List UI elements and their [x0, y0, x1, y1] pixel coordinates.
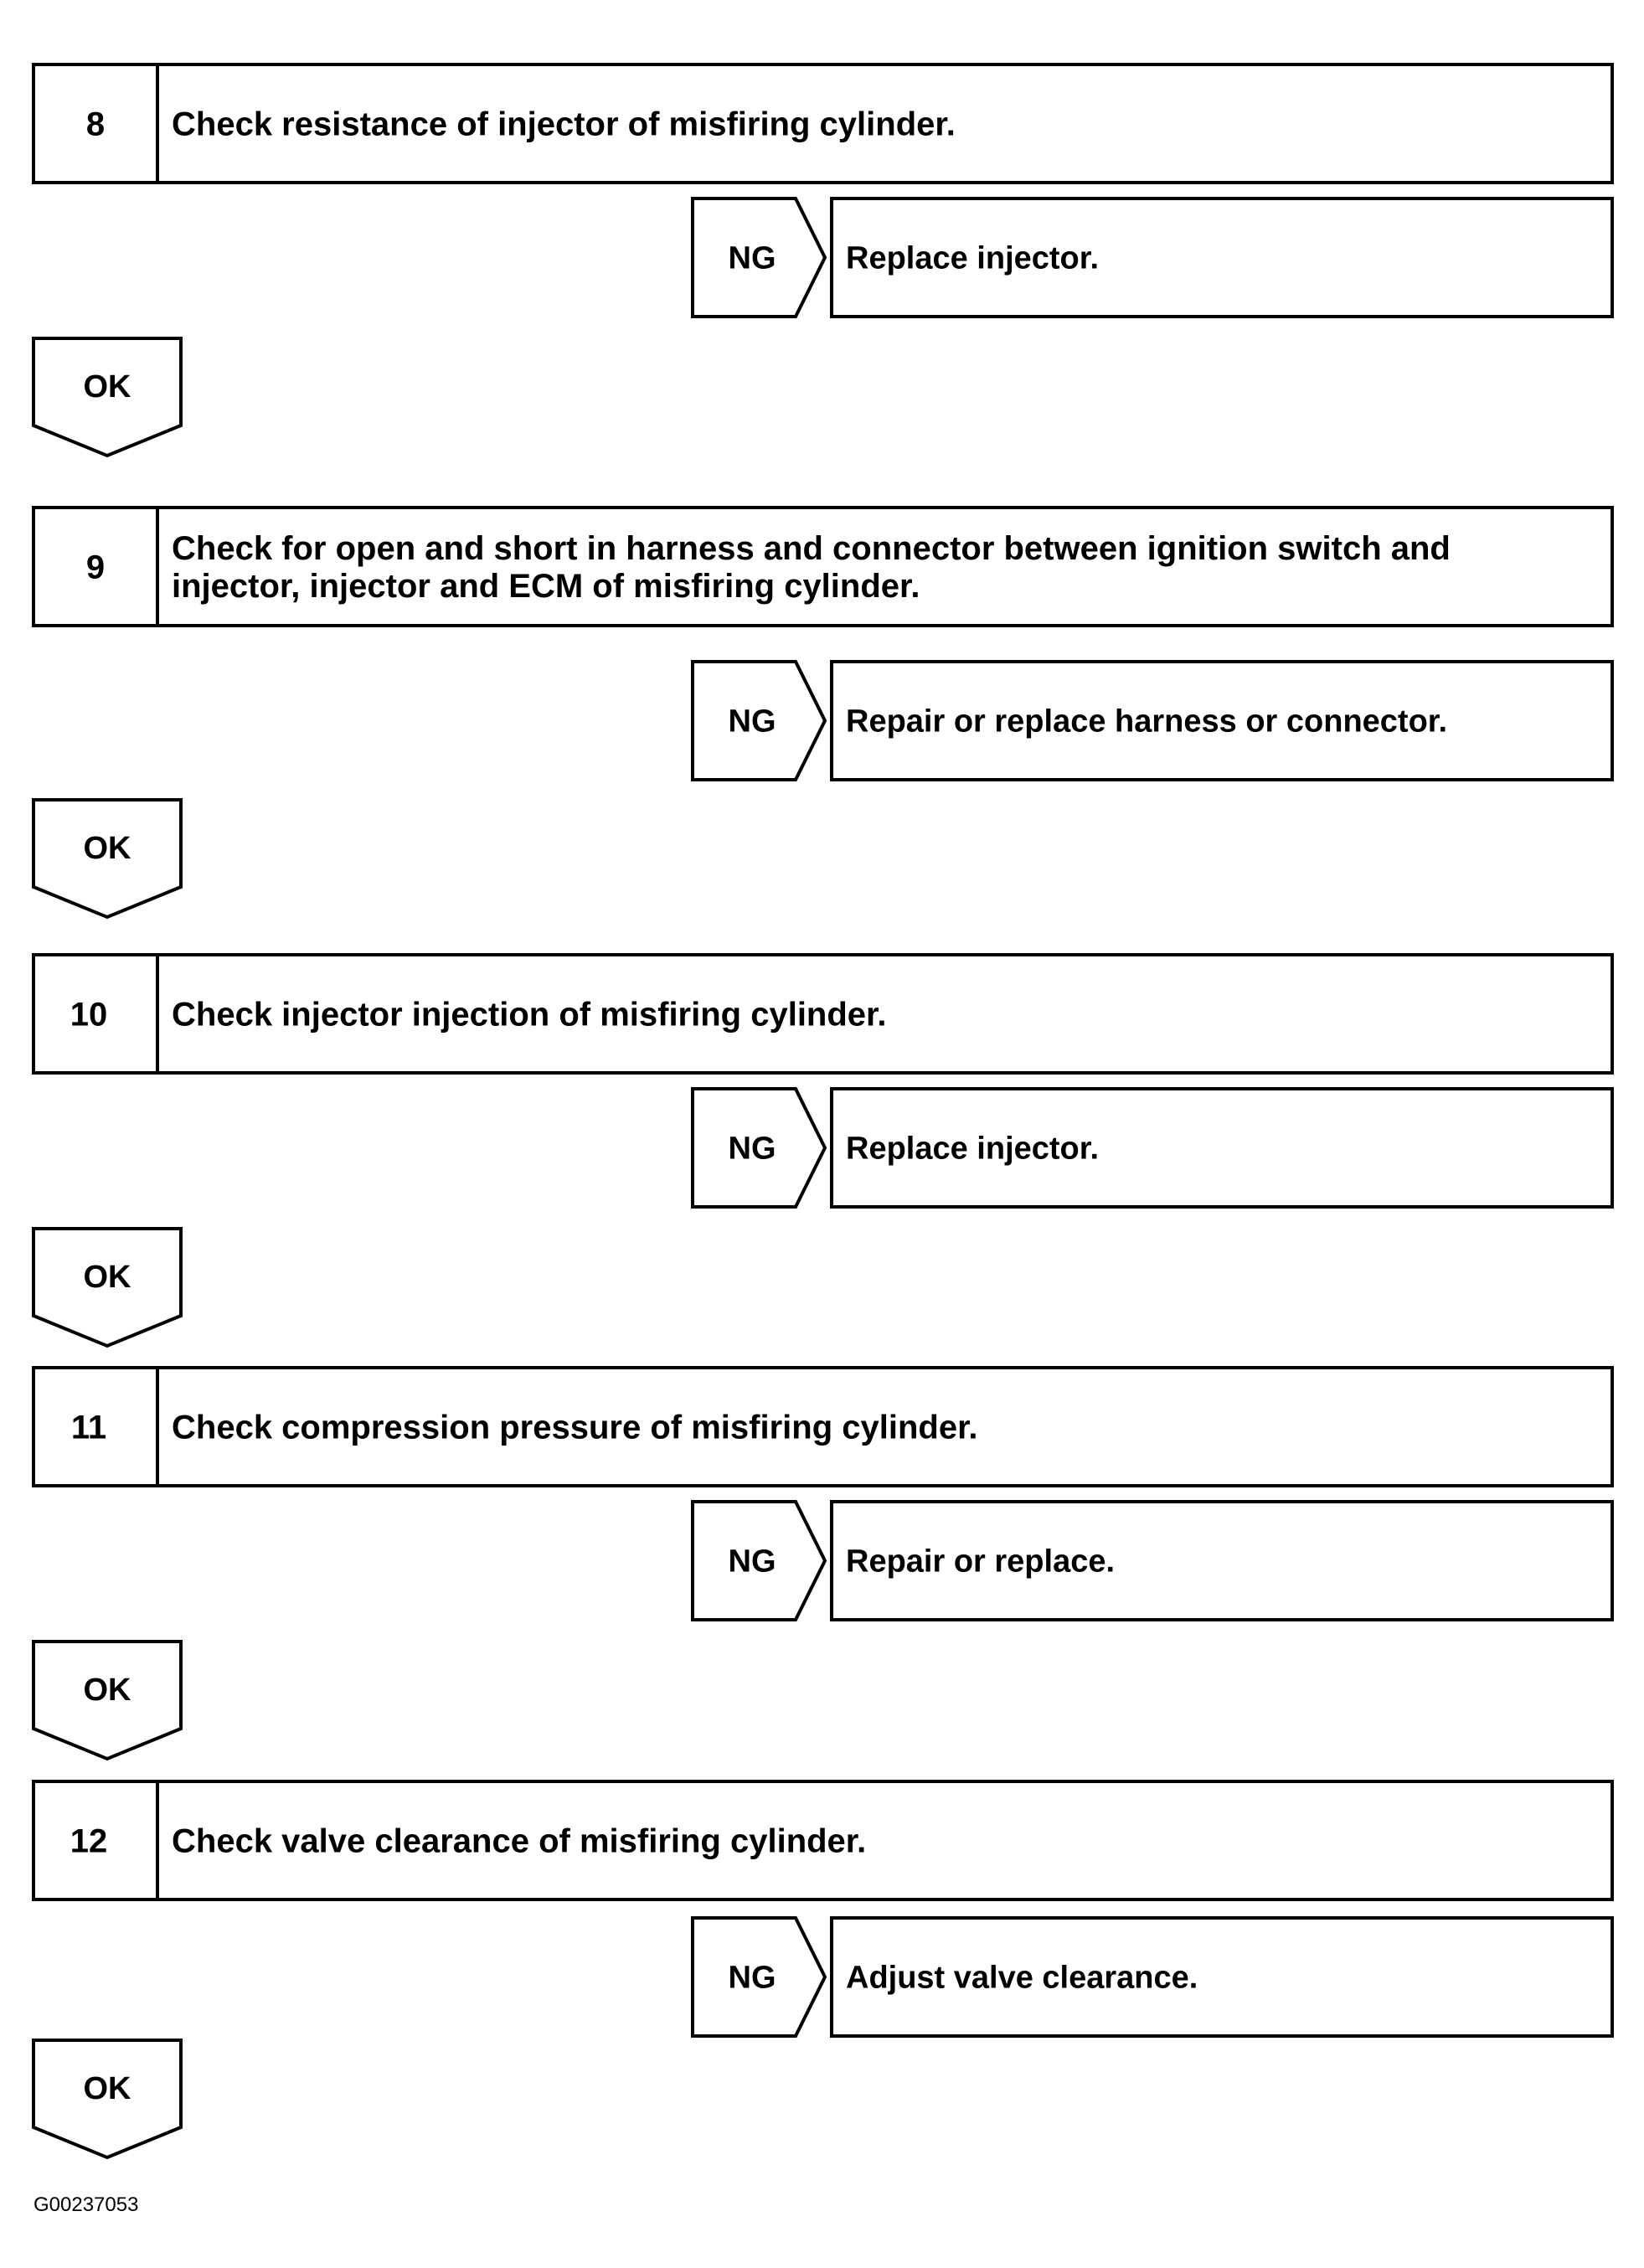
step-text-line: Check for open and short in harness and connector between ignition switch and [172, 530, 1451, 567]
ok-label: OK [83, 1260, 131, 1295]
ng-label: NG [728, 1960, 776, 1996]
step-number: 11 [70, 1409, 107, 1446]
step-number: 9 [85, 549, 106, 586]
action-text: Replace injector. [846, 1131, 1100, 1167]
action-text: Repair or replace harness or connector. [846, 704, 1448, 740]
ok-label: OK [83, 1673, 131, 1708]
ng-label: NG [728, 1544, 776, 1580]
step-number: 12 [70, 1822, 108, 1860]
ng-label: NG [728, 240, 776, 276]
ng-label: NG [728, 704, 776, 740]
step-number: 10 [70, 996, 108, 1033]
step-number: 8 [85, 106, 106, 143]
action-text: Replace injector. [846, 240, 1100, 276]
ng-label: NG [728, 1131, 776, 1167]
step-text-line: Check valve clearance of misfiring cylinder. [172, 1822, 867, 1860]
step-text-line: Check compression pressure of misfiring cylinder. [172, 1409, 978, 1446]
step-text-line: Check injector injection of misfiring cylinder. [172, 996, 887, 1033]
ok-label: OK [83, 2071, 131, 2106]
figure-id: G00237053 [33, 2193, 139, 2216]
action-text: Adjust valve clearance. [846, 1960, 1198, 1996]
action-text: Repair or replace. [846, 1544, 1116, 1580]
ok-label: OK [83, 369, 131, 405]
ok-label: OK [83, 831, 131, 866]
step-text-line: injector, injector and ECM of misfiring cylinder. [172, 568, 920, 605]
step-text-line: Check resistance of injector of misfiring cylinder. [172, 106, 956, 143]
